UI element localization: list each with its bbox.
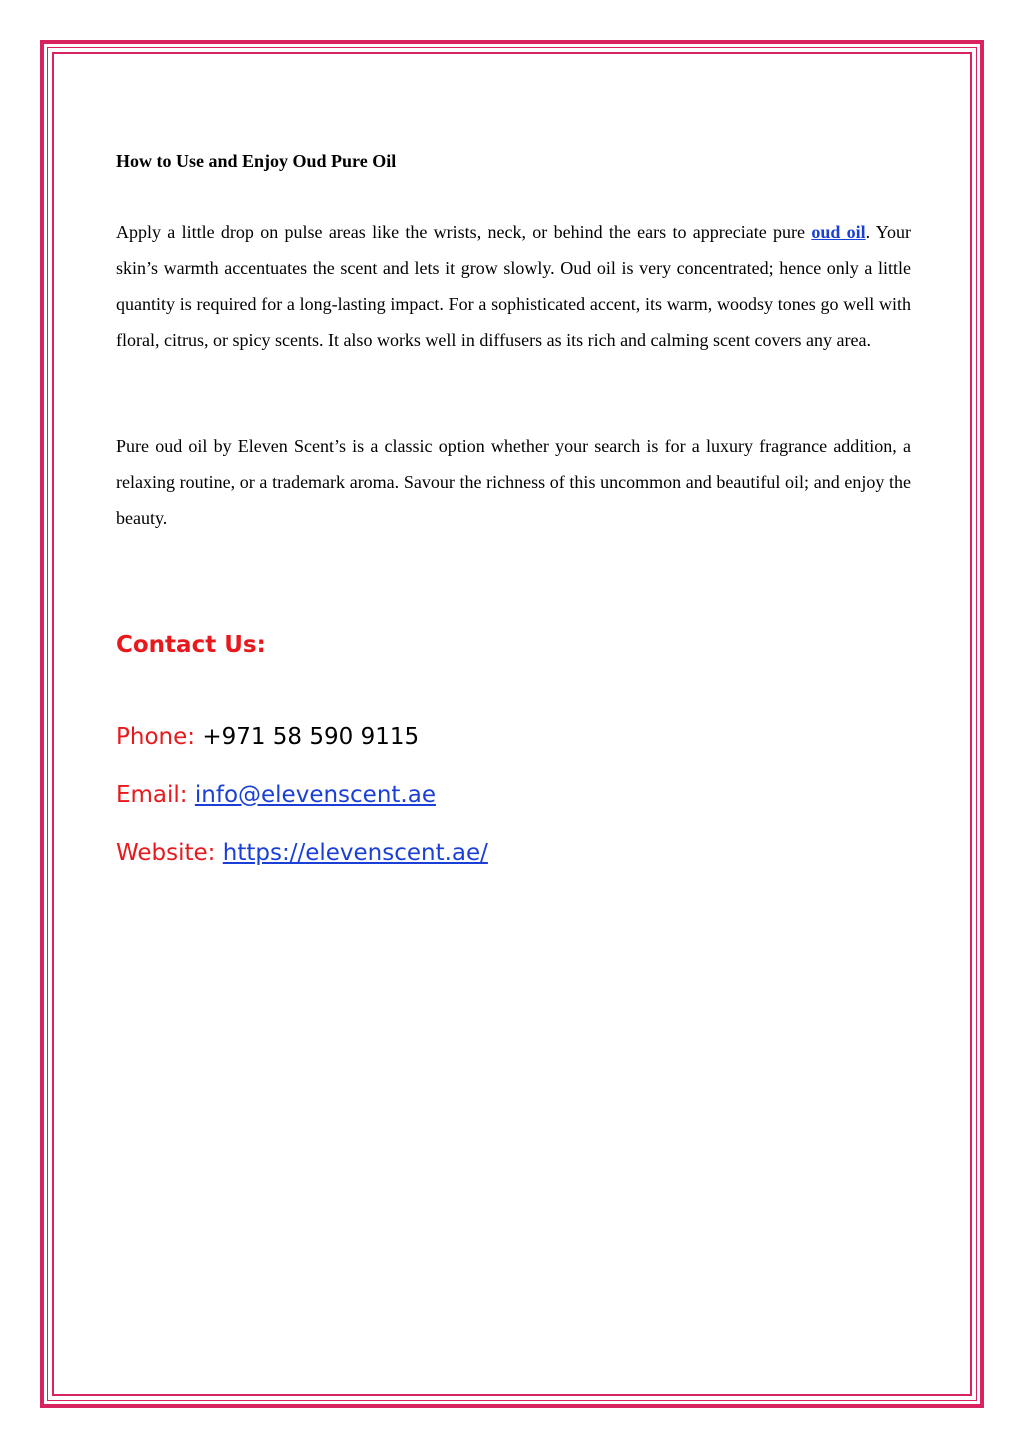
contact-email-row bbox=[116, 778, 436, 812]
oud-oil-link[interactable]: oud oil bbox=[811, 222, 866, 242]
contact-heading: Contact Us: bbox=[116, 632, 266, 658]
paragraph-usage bbox=[116, 214, 911, 358]
email-label: Email: bbox=[116, 782, 188, 808]
email-link[interactable]: info@elevenscent.ae bbox=[194, 782, 436, 808]
section-heading: How to Use and Enjoy Oud Pure Oil bbox=[116, 151, 397, 171]
paragraph-product: Pure oud oil by Eleven Scent’s is a classic option whether your search is for a luxury fragrance addition, a relaxing routine, or a trademark aroma. Savour the richness of this uncommon and beautiful oil; and enjoy the beauty. bbox=[116, 436, 911, 528]
phone-number: +971 58 590 9115 bbox=[202, 724, 420, 750]
contact-phone-row bbox=[116, 720, 419, 754]
website-link[interactable]: https://elevenscent.ae/ bbox=[222, 840, 488, 866]
website-label: Website: bbox=[116, 840, 216, 866]
paragraph-usage-text-before: Apply a little drop on pulse areas like the wrists, neck, or behind the ears to appreciate pure bbox=[116, 222, 812, 242]
contact-website-row bbox=[116, 836, 488, 870]
phone-label: Phone: bbox=[116, 724, 195, 750]
paragraph-usage-text-after: . Your skin’s warmth accentuates the scent and lets it grow slowly. Oud oil is very concentrated; hence only a little quantity is required for a long-lasting impact. For a sophisticated accent, its warm, woodsy tones go well with floral, citrus, or spicy scents. It also works well in diffusers as its rich and calming scent covers any area. bbox=[116, 222, 911, 350]
